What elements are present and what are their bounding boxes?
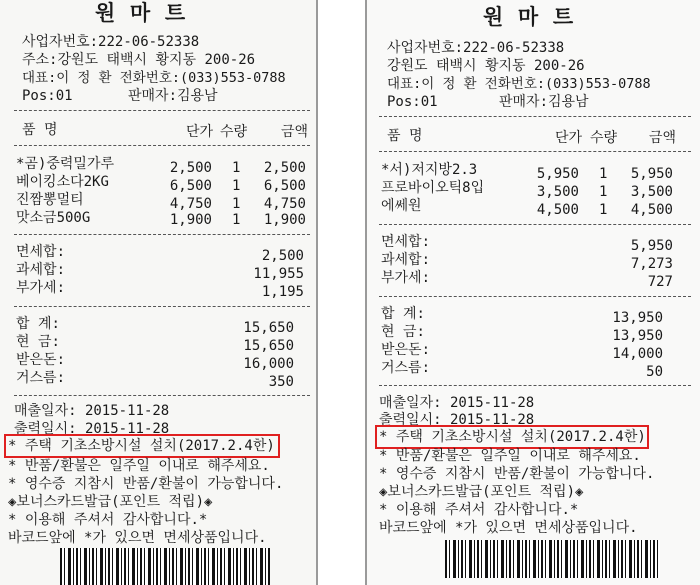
taxable-value: 11,955 — [253, 266, 304, 282]
item-price: 3,500 — [536, 184, 579, 200]
divider — [14, 234, 310, 235]
store-address: 강원도 태백시 황지동 200-26 — [387, 58, 585, 74]
sale-date: 매출일자: 2015-11-28 — [14, 403, 170, 419]
received-value: 16,000 — [243, 356, 294, 372]
print-date: 출력일시: 2015-11-28 — [379, 412, 535, 428]
item-qty: 1 — [232, 196, 241, 212]
notice-barcode: 바코드앞에 *가 있으면 면세상품입니다. — [8, 530, 267, 546]
print-date: 출력일시: 2015-11-28 — [14, 421, 170, 437]
item-name: 베이킹소다2KG — [16, 174, 109, 190]
divider — [379, 224, 691, 225]
notice-bonus-card: ◈보너스카드발급(포인트 적립)◈ — [379, 484, 584, 500]
header-price: 단가 — [186, 124, 214, 140]
notice-fire-safety: * 주택 기초소방시설 설치(2017.2.4한) — [379, 429, 646, 445]
notice-thanks: * 이용해 주셔서 감사합니다.* — [8, 512, 208, 528]
business-number: 사업자번호:222-06-52338 — [22, 34, 200, 50]
item-amount: 6,500 — [263, 178, 306, 194]
divider — [379, 385, 691, 386]
total-value: 15,650 — [243, 320, 294, 336]
total-label: 합 계: — [16, 316, 60, 332]
received-value: 14,000 — [612, 346, 663, 362]
item-qty: 1 — [232, 212, 241, 228]
item-price: 4,750 — [169, 196, 212, 212]
item-amount: 4,500 — [630, 202, 673, 218]
received-label: 받은돈: — [381, 342, 431, 358]
cash-value: 15,650 — [243, 338, 294, 354]
item-name: 에쎄원 — [381, 198, 422, 214]
paper-edge — [365, 0, 367, 585]
change-value: 50 — [646, 364, 663, 380]
divider — [14, 395, 310, 396]
cash-label: 현 금: — [381, 324, 425, 340]
received-label: 받은돈: — [16, 352, 66, 368]
receipt-left — [0, 0, 318, 585]
receipt-right — [365, 0, 700, 585]
item-name: 진짬뽕멀티 — [16, 192, 84, 208]
item-price: 4,500 — [536, 202, 579, 218]
notice-receipt: * 영수증 지참시 반품/환불이 가능합니다. — [379, 466, 655, 482]
item-name: *서)저지방2.3 — [381, 162, 478, 178]
vat-label: 부가세: — [381, 270, 431, 286]
total-label: 합 계: — [381, 306, 425, 322]
item-name: 프로바이오틱8입 — [381, 180, 485, 196]
item-price: 2,500 — [169, 160, 212, 176]
barcode — [445, 540, 660, 578]
change-label: 거스름: — [16, 370, 66, 386]
item-amount: 1,900 — [263, 212, 306, 228]
header-qty: 수량 — [220, 124, 248, 140]
header-item: 품 명 — [22, 122, 58, 138]
notice-fire-safety: * 주택 기초소방시설 설치(2017.2.4한) — [8, 438, 275, 454]
item-qty: 1 — [599, 184, 608, 200]
total-value: 13,950 — [612, 310, 663, 326]
divider — [14, 110, 310, 111]
change-label: 거스름: — [381, 360, 431, 376]
item-qty: 1 — [599, 202, 608, 218]
item-qty: 1 — [232, 160, 241, 176]
divider — [14, 306, 310, 307]
notice-refund: * 반품/환불은 일주일 이내로 해주세요. — [379, 448, 641, 464]
seller-name: 판매자:김용남 — [128, 88, 218, 104]
header-item: 품 명 — [387, 128, 423, 144]
store-address: 주소:강원도 태백시 황지동 200-26 — [22, 52, 256, 68]
divider — [379, 151, 691, 152]
header-price: 단가 — [555, 130, 583, 146]
seller-name: 판매자:김용남 — [499, 94, 589, 110]
item-amount: 5,950 — [630, 166, 673, 182]
cash-label: 현 금: — [16, 334, 60, 350]
owner-phone: 대표:이 정 환 전화번호:(033)553-0788 — [22, 70, 286, 86]
tax-free-label: 면세합: — [381, 234, 431, 250]
item-qty: 1 — [599, 166, 608, 182]
item-amount: 2,500 — [263, 160, 306, 176]
vat-value: 727 — [647, 274, 673, 290]
notice-barcode: 바코드앞에 *가 있으면 면세상품입니다. — [379, 520, 638, 536]
divider — [379, 296, 691, 297]
notice-receipt: * 영수증 지참시 반품/환불이 가능합니다. — [8, 476, 284, 492]
item-price: 6,500 — [169, 178, 212, 194]
vat-value: 1,195 — [261, 284, 304, 300]
divider — [379, 116, 691, 117]
divider — [14, 145, 310, 146]
item-amount: 4,750 — [263, 196, 306, 212]
cash-value: 13,950 — [612, 328, 663, 344]
vat-label: 부가세: — [16, 280, 66, 296]
pos-number: Pos:01 — [22, 88, 73, 104]
item-price: 1,900 — [169, 212, 212, 228]
item-name: 맛소금500G — [16, 210, 91, 226]
tax-free-label: 면세합: — [16, 244, 66, 260]
notice-bonus-card: ◈보너스카드발급(포인트 적립)◈ — [8, 494, 213, 510]
item-price: 5,950 — [536, 166, 579, 182]
paper-edge — [316, 0, 318, 585]
barcode — [60, 548, 270, 585]
notice-thanks: * 이용해 주셔서 감사합니다.* — [379, 502, 579, 518]
header-amount: 금액 — [649, 130, 677, 146]
tax-free-value: 5,950 — [630, 238, 673, 254]
owner-phone: 대표:이 정 환 전화번호:(033)553-0788 — [387, 76, 651, 92]
notice-refund: * 반품/환불은 일주일 이내로 해주세요. — [8, 458, 270, 474]
taxable-label: 과세합: — [381, 252, 431, 268]
item-amount: 3,500 — [630, 184, 673, 200]
header-amount: 금액 — [281, 124, 309, 140]
tax-free-value: 2,500 — [261, 248, 304, 264]
pos-number: Pos:01 — [387, 94, 438, 110]
business-number: 사업자번호:222-06-52338 — [387, 40, 565, 56]
taxable-label: 과세합: — [16, 262, 66, 278]
header-qty: 수량 — [590, 130, 618, 146]
item-qty: 1 — [232, 178, 241, 194]
item-name: *곰)중력밀가루 — [16, 156, 115, 172]
store-name: 원 마 트 — [483, 5, 575, 29]
store-name: 원 마 트 — [95, 1, 187, 25]
taxable-value: 7,273 — [630, 256, 673, 272]
change-value: 350 — [268, 374, 294, 390]
sale-date: 매출일자: 2015-11-28 — [379, 395, 535, 411]
